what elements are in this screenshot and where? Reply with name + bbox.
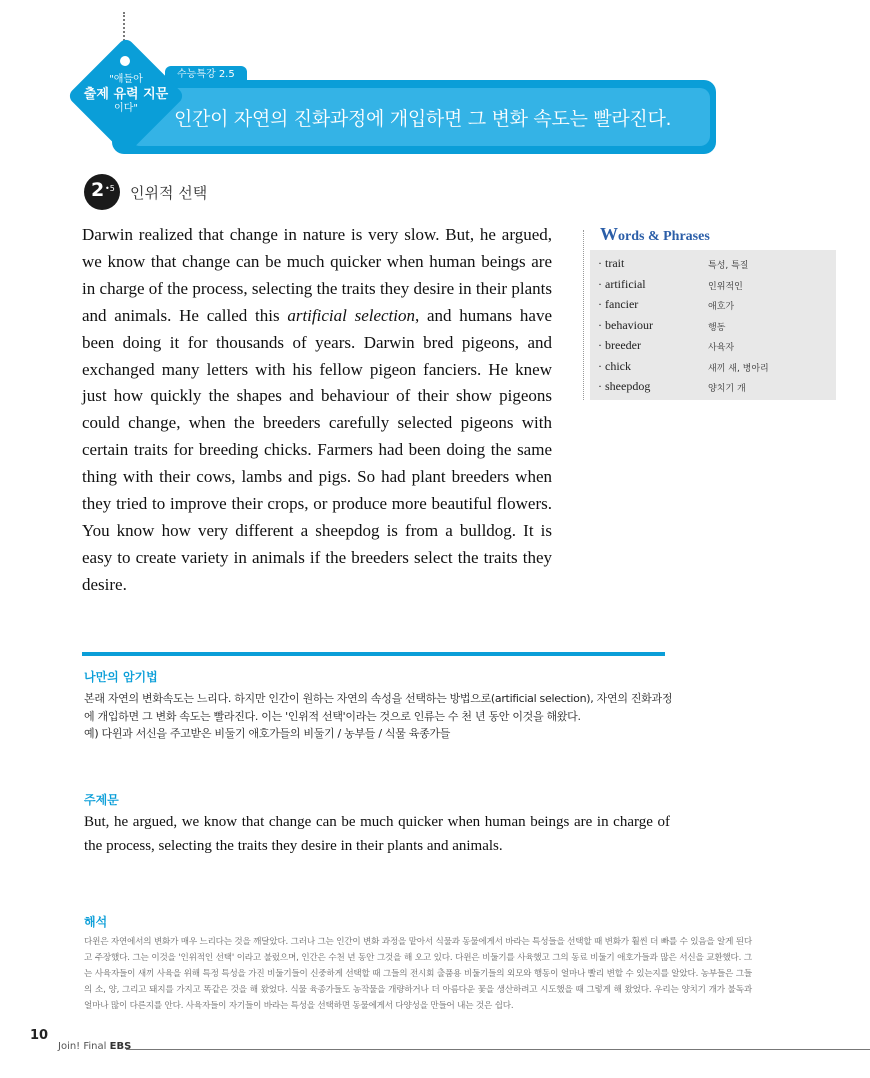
section-sub-number: •5 — [105, 184, 115, 193]
memo-divider — [82, 652, 665, 656]
tag-line-1: "애들아 — [109, 74, 143, 85]
tag-label — [76, 74, 176, 115]
memo-text: 본래 자연의 변화속도는 느리다. 하지만 인간이 원하는 자연의 속성을 선택하는 방법으로(artificial selection), 자연의 진화과정에 개입하면 그 변화 속도는 빨라진다. 이는 '인위적 선택'이라는 것으로 인류는 수 천 년 동안 이것을 해왔다. — [84, 692, 673, 723]
tag-line-3: 이다" — [114, 102, 138, 114]
section-number-badge — [84, 174, 120, 210]
word-item — [598, 318, 828, 339]
passage-text — [82, 222, 552, 599]
word-en: · breeder — [598, 338, 641, 352]
banner-title: 인간이 자연의 진화과정에 개입하면 그 변화 속도는 빨라진다. — [174, 108, 672, 130]
words-list — [598, 256, 828, 400]
passage-part-1: Darwin realized that change in nature is very slow. But, he argued, we know that change can be much quicker when human beings are in charge of the process, selecting the traits they desire in their plants and animals. He called this — [82, 225, 552, 325]
word-ko: 새끼 새, 병아리 — [708, 363, 769, 374]
topic-heading: 주제문 — [84, 793, 119, 807]
words-title-rest: ords & Phrases — [618, 229, 710, 244]
words-divider — [583, 230, 584, 400]
word-en: · behaviour — [598, 317, 653, 332]
topic-sentence: But, he argued, we know that change can be much quicker when human beings are in charge of the process, selecting the traits they desire in their plants and animals. — [84, 814, 670, 854]
word-ko: 특성, 특질 — [708, 261, 749, 271]
passage-italic-term: artificial selection — [287, 305, 416, 325]
word-ko: 애호가 — [708, 302, 735, 312]
word-en: · fancier — [598, 297, 639, 311]
word-item — [598, 256, 828, 277]
passage-part-2: , and humans have been doing it for thousands of years. Darwin bred pigeons, and exchanged many letters with his fellow pigeon fanciers. He knew just how quickly the shapes and behaviour of their show pigeons could change, when the breeders carefully selected pigeons with certain traits for breeding chicks. Farmers had been doing the same thing with their cows, lambs and pigs. So had plant breeders when they tried to improve their crops, or produce more beautiful flowers. You know how very different a sheepdog is from a bulldog. It is easy to create variety in animals if the breeders select the traits they desire. — [82, 305, 553, 594]
word-item — [598, 359, 828, 380]
word-item — [598, 338, 828, 359]
word-en: · artificial — [598, 276, 646, 291]
section-number: 2 — [91, 179, 105, 201]
footer-brand-text: Join! Final — [58, 1041, 110, 1052]
page-number: 10 — [30, 1028, 49, 1043]
word-ko: 인위적인 — [708, 281, 743, 292]
tag-hole-icon — [118, 54, 132, 68]
words-phrases-title — [600, 224, 710, 245]
word-ko: 사육자 — [708, 343, 735, 353]
word-ko: 양치기 개 — [708, 384, 746, 394]
word-en: · trait — [598, 256, 625, 270]
banner-tab: 수능특강 2.5 — [165, 66, 247, 84]
tag-line-2: 출제 유력 지문 — [83, 86, 169, 102]
section-title: 인위적 선택 — [130, 184, 208, 202]
footer-line — [126, 1049, 870, 1050]
translation-heading: 해석 — [84, 915, 108, 929]
memo-example: 예) 다윈과 서신을 주고받은 비둘기 애호가들의 비둘기 / 농부들 / 식물 육종가들 — [84, 727, 451, 740]
word-item — [598, 297, 828, 318]
word-item — [598, 277, 828, 298]
translation-text: 다윈은 자연에서의 변화가 매우 느리다는 것을 깨달았다. 그러나 그는 인간이 변화 과정을 맡아서 식물과 동물에게서 바라는 특성들을 선택할 때 변화가 훨씬 더 빠를 수 있음을 알게 된다고 주장했다. 그는 이것을 '인위적인 선택' 이라고 불렀으며, 인간은 수천 년 동안 그것을 해 오고 있다. 다윈은 비둘기를 사육했고 그의 동료 비둘기 애호가들과 많은 서신을 교환했다. 그는 사육자들이 새끼 사육을 위해 특정 특성을 가진 비둘기들이 신중하게 선택할 때 그들의 전시회 출품용 비둘기들의 외모와 행동이 얼마나 빨리 변할 수 있는지를 알았다. 농부들은 그들의 소, 양, 그리고 돼지를 가지고 똑같은 것을 해 왔었다. 식물 육종가들도 농작물을 개량하거나 더 아름다운 꽃을 생산하려고 시도했을 때 그렇게 해 왔었다. 우리는 양치기 개가 불독과 얼마나 많이 다른지를 안다. 사육자들이 자기들이 바라는 특성을 선택하면 동물에게서 다양성을 만들어 내는 것은 쉽다. — [84, 937, 752, 1011]
word-en: · sheepdog — [598, 379, 651, 393]
words-title-initial: W — [600, 224, 618, 244]
footer-brand — [58, 1041, 131, 1052]
footer-brand-logo: EBS — [109, 1041, 132, 1052]
word-item — [598, 379, 828, 400]
word-en: · chick — [598, 358, 631, 373]
word-ko: 행동 — [708, 322, 726, 333]
memo-heading: 나만의 암기법 — [84, 670, 158, 684]
